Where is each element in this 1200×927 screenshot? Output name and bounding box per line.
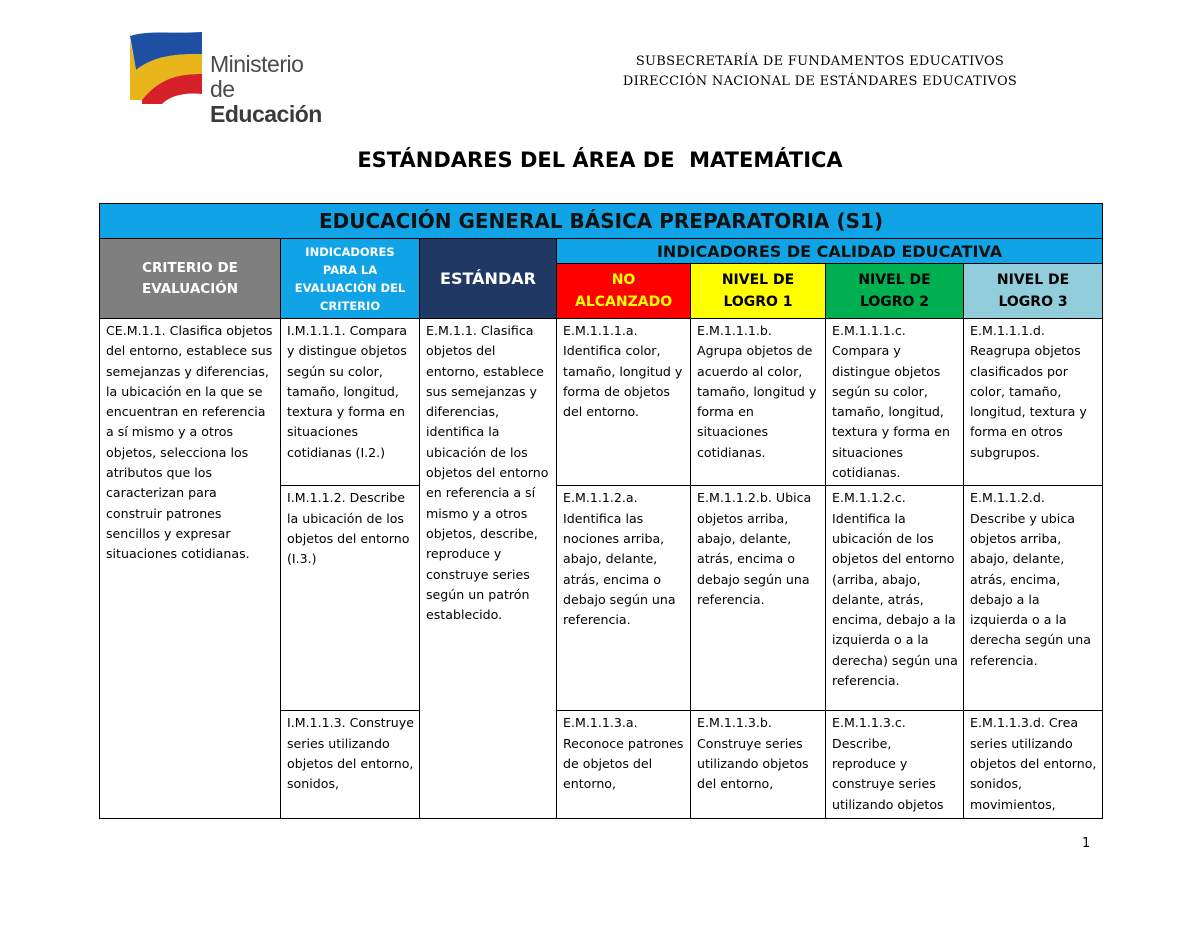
level-3-cell: E.M.1.1.1.d. Reagrupa objetos clasificados por color, tamaño, longitud, textura y forma en otros subgrupos. [964, 319, 1103, 486]
header-line-2: DIRECCIÓN NACIONAL DE ESTÁNDARES EDUCATIVOS [622, 74, 1018, 89]
indicador-cell: I.M.1.1.3. Construye series utilizando objetos del entorno, sonidos, [281, 711, 420, 819]
logo-wordmark [210, 52, 338, 127]
column-header-indicadores-label: INDICADORES PARA LA EVALUACIÓN DEL CRITERIO [294, 244, 406, 313]
standards-table [99, 203, 1103, 819]
level-2-cell: E.M.1.1.2.c. Identifica la ubicación de los objetos del entorno (arriba, abajo, delante, atrás, encima, debajo a la izquierda o a la derecha) según una referencia. [826, 486, 964, 711]
table-main-header: EDUCACIÓN GENERAL BÁSICA PREPARATORIA (S1) [100, 204, 1103, 239]
indicador-cell: I.M.1.1.1. Compara y distingue objetos según su color, tamaño, longitud, textura y forma en situaciones cotidianas (I.2.) [281, 319, 420, 486]
column-header-criterio-label: CRITERIO DE EVALUACIÓN [141, 259, 239, 297]
level-1-cell: E.M.1.1.2.b. Ubica objetos arriba, abajo, delante, atrás, encima o debajo según una referencia. [691, 486, 826, 711]
indicador-cell: I.M.1.1.2. Describe la ubicación de los objetos del entorno (I.3.) [281, 486, 420, 711]
page-title: ESTÁNDARES DEL ÁREA DE MATEMÁTICA [357, 148, 843, 172]
column-header-calidad: INDICADORES DE CALIDAD EDUCATIVA [557, 239, 1103, 264]
level-no-label: NO ALCANZADO [575, 272, 673, 310]
level-2-cell: E.M.1.1.1.c. Compara y distingue objetos según su color, tamaño, longitud, textura y forma en situaciones cotidianas. [826, 319, 964, 486]
criterio-cell: CE.M.1.1. Clasifica objetos del entorno, establece sus semejanzas y diferencias, la ubicación en la que se encuentran en referencia a sí mismo y a otros objetos, selecciona los atributos que los caracterizan para construir patrones sencillos y expresar situaciones cotidianas. [100, 319, 281, 819]
level-1-label: NIVEL DE LOGRO 1 [721, 272, 795, 310]
level-no-cell: E.M.1.1.1.a. Identifica color, tamaño, longitud y forma de objetos del entorno. [557, 319, 691, 486]
level-no-cell: E.M.1.1.3.a. Reconoce patrones de objetos del entorno, [557, 711, 691, 819]
page-number: 1 [1082, 836, 1091, 851]
level-header-logro-1 [691, 264, 826, 319]
level-2-label: NIVEL DE LOGRO 2 [858, 272, 931, 310]
level-header-logro-2 [826, 264, 964, 319]
level-2-cell: E.M.1.1.3.c. Describe, reproduce y construye series utilizando objetos [826, 711, 964, 819]
level-3-cell: E.M.1.1.3.d. Crea series utilizando objetos del entorno, sonidos, movimientos, [964, 711, 1103, 819]
level-1-cell: E.M.1.1.3.b. Construye series utilizando objetos del entorno, [691, 711, 826, 819]
level-3-cell: E.M.1.1.2.d. Describe y ubica objetos arriba, abajo, delante, atrás, encima, debajo a la izquierda o a la derecha según una referencia. [964, 486, 1103, 711]
ministry-logo [128, 30, 338, 127]
header-line-1: SUBSECRETARÍA DE FUNDAMENTOS EDUCATIVOS [635, 54, 1005, 69]
logo-line-2 [210, 77, 338, 127]
level-header-logro-3 [964, 264, 1103, 319]
column-header-estandar: ESTÁNDAR [420, 239, 557, 319]
estandar-cell: E.M.1.1. Clasifica objetos del entorno, establece sus semejanzas y diferencias, identifica la ubicación de los objetos del entorno en referencia a sí mismo y a otros objetos, describe, reproduce y construye series según un patrón establecido. [420, 319, 557, 819]
level-1-cell: E.M.1.1.1.b. Agrupa objetos de acuerdo al color, tamaño, longitud y forma en situaciones cotidianas. [691, 319, 826, 486]
logo-line-2-prefix: de [210, 76, 235, 102]
level-3-label: NIVEL DE LOGRO 3 [996, 272, 1070, 310]
logo-line-2-bold: Educación [210, 101, 322, 127]
column-header-indicadores [281, 239, 420, 319]
logo-line-1: Ministerio [210, 51, 304, 77]
document-header [600, 52, 1040, 92]
table-row [100, 319, 1103, 486]
level-header-no-alcanzado [557, 264, 691, 319]
flag-swoosh-icon [128, 30, 208, 105]
column-header-criterio [100, 239, 281, 319]
level-no-cell: E.M.1.1.2.a. Identifica las nociones arriba, abajo, delante, atrás, encima o debajo según una referencia. [557, 486, 691, 711]
